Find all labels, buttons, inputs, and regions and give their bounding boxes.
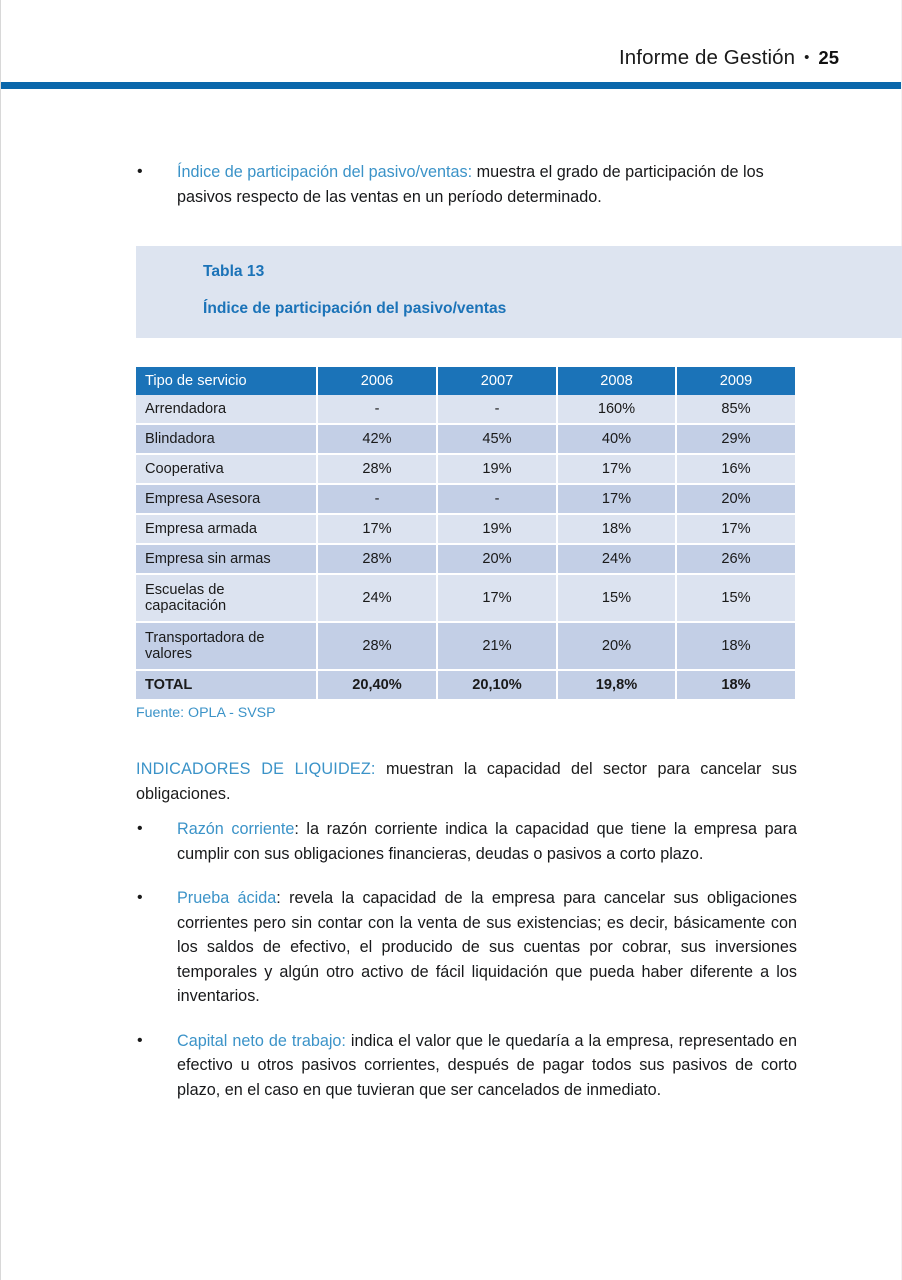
cell-2007: 21% <box>437 622 557 670</box>
cell-2008: 160% <box>557 395 676 424</box>
row-label: Escuelas de capacitación <box>136 574 317 622</box>
table-row <box>136 395 795 424</box>
list-item <box>136 817 797 866</box>
bullet-marker: • <box>137 889 143 906</box>
cell-2006: - <box>317 484 437 514</box>
column-header-2006: 2006 <box>317 367 437 395</box>
liquidez-title: INDICADORES DE LIQUIDEZ: <box>136 760 376 778</box>
total-2009: 18% <box>676 670 795 699</box>
total-2008: 19,8% <box>557 670 676 699</box>
table-header-row <box>136 367 795 395</box>
cell-2008: 20% <box>557 622 676 670</box>
column-header-2008: 2008 <box>557 367 676 395</box>
cell-2009: 29% <box>676 424 795 454</box>
cell-2007: 17% <box>437 574 557 622</box>
cell-2009: 15% <box>676 574 795 622</box>
page-header <box>619 46 839 70</box>
total-2006: 20,40% <box>317 670 437 699</box>
page-number: 25 <box>818 47 839 68</box>
row-label: Empresa Asesora <box>136 484 317 514</box>
table-caption-title: Índice de participación del pasivo/ventas <box>203 300 507 317</box>
bullet-lead: Razón corriente <box>177 820 295 838</box>
bullet-text <box>177 160 796 209</box>
bullet-body-text: muestra el grado de participación de los pasivos respecto de las ventas en un período determinado. <box>177 163 764 206</box>
table-caption-box <box>136 246 902 338</box>
column-header-2007: 2007 <box>437 367 557 395</box>
bullet-marker: • <box>137 820 143 837</box>
cell-2009: 16% <box>676 454 795 484</box>
total-label: TOTAL <box>136 670 317 699</box>
bullet-body-text: : la razón corriente indica la capacidad que tiene la empresa para cumplir con sus obligaciones financieras, deudas o pasivos a corto plazo. <box>177 820 797 863</box>
cell-2006: 28% <box>317 544 437 574</box>
header-title: Informe de Gestión <box>619 46 796 69</box>
participation-table <box>136 367 795 699</box>
table-row <box>136 454 795 484</box>
bullet-marker: • <box>137 163 143 180</box>
cell-2007: - <box>437 395 557 424</box>
cell-2008: 17% <box>557 484 676 514</box>
cell-2008: 18% <box>557 514 676 544</box>
cell-2009: 85% <box>676 395 795 424</box>
table-source-note: Fuente: OPLA - SVSP <box>136 705 276 721</box>
bullet-text <box>177 886 797 1009</box>
table-row <box>136 574 795 622</box>
header-separator-dot: • <box>804 49 810 66</box>
table-caption-label: Tabla 13 <box>203 263 265 280</box>
bullet-lead: Índice de participación del pasivo/ventas: <box>177 163 473 181</box>
bullet-item <box>136 160 796 209</box>
table-row <box>136 622 795 670</box>
row-label: Arrendadora <box>136 395 317 424</box>
bullet-text <box>177 817 797 866</box>
cell-2009: 20% <box>676 484 795 514</box>
header-rule <box>1 82 901 89</box>
bullet-lead: Prueba ácida <box>177 889 277 907</box>
cell-2006: 17% <box>317 514 437 544</box>
total-2007: 20,10% <box>437 670 557 699</box>
cell-2008: 17% <box>557 454 676 484</box>
cell-2006: 28% <box>317 622 437 670</box>
column-header-2009: 2009 <box>676 367 795 395</box>
cell-2007: - <box>437 484 557 514</box>
cell-2007: 20% <box>437 544 557 574</box>
row-label: Cooperativa <box>136 454 317 484</box>
row-label: Blindadora <box>136 424 317 454</box>
table-total-row <box>136 670 795 699</box>
cell-2006: 42% <box>317 424 437 454</box>
cell-2006: 28% <box>317 454 437 484</box>
liquidez-bullet-list <box>136 817 797 1102</box>
cell-2006: - <box>317 395 437 424</box>
bullet-text <box>177 1029 797 1103</box>
intro-bullet-block <box>136 160 796 209</box>
bullet-marker: • <box>137 1031 143 1049</box>
row-label: Transportadora de valores <box>136 622 317 670</box>
data-table-wrapper <box>136 367 795 699</box>
cell-2008: 24% <box>557 544 676 574</box>
cell-2009: 17% <box>676 514 795 544</box>
liquidez-section <box>136 757 797 806</box>
cell-2009: 18% <box>676 622 795 670</box>
cell-2006: 24% <box>317 574 437 622</box>
table-row <box>136 544 795 574</box>
row-label: Empresa sin armas <box>136 544 317 574</box>
table-row <box>136 514 795 544</box>
cell-2009: 26% <box>676 544 795 574</box>
liquidez-text: muestran la capacidad del sector para cancelar sus obligaciones. <box>136 760 797 803</box>
cell-2008: 40% <box>557 424 676 454</box>
bullet-body-text: : revela la capacidad de la empresa para cancelar sus obligaciones corrientes pero sin contar con la venta de sus existencias; es decir, básicamente con los saldos de efectivo, el producido de sus cuentas por cobrar, sus inversiones temporales y algún otro activo de fácil liquidación que pueda haber diferente a los inventarios. <box>177 889 797 1005</box>
bullet-body-text: indica el valor que le quedaría a la empresa, representado en efectivo u otros pasivos corrientes, después de pagar todos sus pasivos de corto plazo, en el caso en que tuvieran que ser cancelados de inmediato. <box>177 1031 797 1099</box>
cell-2007: 19% <box>437 514 557 544</box>
table-row <box>136 484 795 514</box>
cell-2007: 19% <box>437 454 557 484</box>
row-label: Empresa armada <box>136 514 317 544</box>
list-item <box>136 886 797 1009</box>
table-row <box>136 424 795 454</box>
cell-2008: 15% <box>557 574 676 622</box>
column-header-service: Tipo de servicio <box>136 367 317 395</box>
bullet-lead: Capital neto de trabajo: <box>177 1031 346 1050</box>
list-item <box>136 1029 797 1103</box>
cell-2007: 45% <box>437 424 557 454</box>
